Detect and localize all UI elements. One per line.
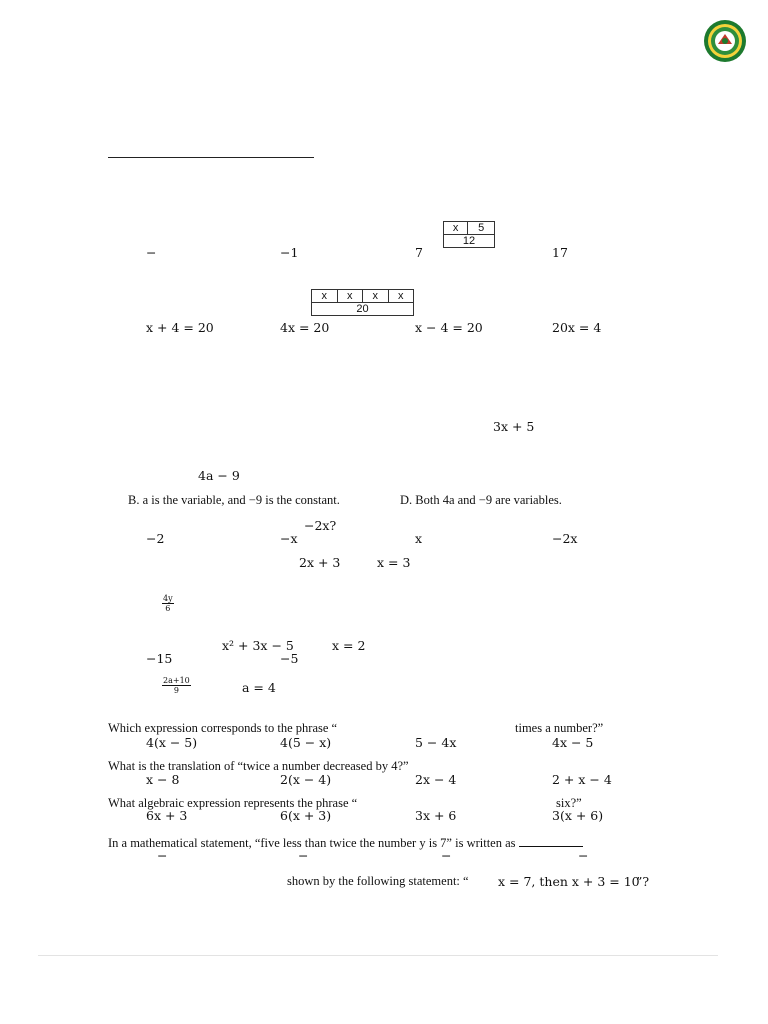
tape-cell: 5 xyxy=(468,222,495,235)
numerator: 2a+10 xyxy=(163,676,190,685)
expression: 2x + 3 xyxy=(299,555,341,570)
choice-a: x − 8 xyxy=(146,772,180,787)
choice-a: 6x + 3 xyxy=(146,808,188,823)
question-text: What is the translation of “twice a number decreased by 4?” xyxy=(108,759,409,773)
choice-a: −15 xyxy=(146,651,173,666)
choice-a: − xyxy=(146,245,157,260)
question-label: In a mathematical statement, “five less than twice the number y is 7” is written as xyxy=(108,836,516,850)
question-text: times a number?” xyxy=(515,721,604,735)
choice-d: 3(x + 6) xyxy=(552,808,604,823)
choice-d: 17 xyxy=(552,245,568,260)
tape-cell: x xyxy=(444,222,468,235)
choice-b: 4(5 − x) xyxy=(280,735,332,750)
answer-blank xyxy=(519,835,583,847)
expression: 4a − 9 xyxy=(198,468,240,483)
tape-total: 20 xyxy=(312,303,414,316)
choice-b: − xyxy=(298,848,309,863)
choice-d: − xyxy=(578,848,589,863)
choice-a: x + 4 = 20 xyxy=(146,320,214,335)
footer-divider xyxy=(38,955,718,956)
choice-b: −5 xyxy=(280,651,299,666)
question-end: ”? xyxy=(636,874,650,889)
choice-c: 2x − 4 xyxy=(415,772,457,787)
choice-d: 2 + x − 4 xyxy=(552,772,612,787)
option-d: D. Both 4a and −9 are variables. xyxy=(400,493,562,507)
choice-c: 7 xyxy=(415,245,423,260)
numerator: 4y xyxy=(163,594,173,603)
choice-c: 5 − 4x xyxy=(415,735,457,750)
choice-b: 2(x − 4) xyxy=(280,772,332,787)
choice-d: −2x xyxy=(552,531,578,546)
choice-c: 3x + 6 xyxy=(415,808,457,823)
question-text: six?” xyxy=(556,796,582,810)
tape-diagram-1 xyxy=(443,221,495,248)
tape-cell: x xyxy=(388,290,414,303)
tape-cell: x xyxy=(312,290,338,303)
question-text: shown by the following statement: “ xyxy=(287,874,469,888)
tape-cell: x xyxy=(363,290,389,303)
tape-cell: x xyxy=(337,290,363,303)
choice-d: 4x − 5 xyxy=(552,735,594,750)
choice-b: −1 xyxy=(280,245,299,260)
given-value: x = 3 xyxy=(377,555,411,570)
expression: x² + 3x − 5 xyxy=(222,638,294,653)
choice-b: −x xyxy=(280,531,298,546)
question-text: Which expression corresponds to the phrase “ xyxy=(108,721,338,735)
expression: 3x + 5 xyxy=(493,419,535,434)
choice-a: 4(x − 5) xyxy=(146,735,198,750)
denominator: 6 xyxy=(165,604,171,613)
expression: −2x? xyxy=(304,518,337,533)
question-text xyxy=(108,835,583,851)
fraction xyxy=(162,676,191,695)
choice-b: 6(x + 3) xyxy=(280,808,332,823)
tape-diagram-2 xyxy=(311,289,414,316)
choice-d: 20x = 4 xyxy=(552,320,602,335)
statement: x = 7, then x + 3 = 10 xyxy=(498,874,640,889)
denominator: 9 xyxy=(173,686,179,695)
choice-b: 4x = 20 xyxy=(280,320,330,335)
choice-c: − xyxy=(441,848,452,863)
given-value: x = 2 xyxy=(332,638,366,653)
given-value: a = 4 xyxy=(242,680,276,695)
choice-c: x − 4 = 20 xyxy=(415,320,483,335)
tape-total: 12 xyxy=(444,235,495,248)
question-text: What algebraic expression represents the phrase “ xyxy=(108,796,358,810)
name-line xyxy=(108,157,314,158)
choice-a: −2 xyxy=(146,531,165,546)
option-b: B. a is the variable, and −9 is the constant. xyxy=(128,493,340,507)
choice-c: x xyxy=(415,531,423,546)
school-seal-icon xyxy=(703,19,747,63)
fraction xyxy=(162,594,174,613)
choice-a: − xyxy=(157,848,168,863)
